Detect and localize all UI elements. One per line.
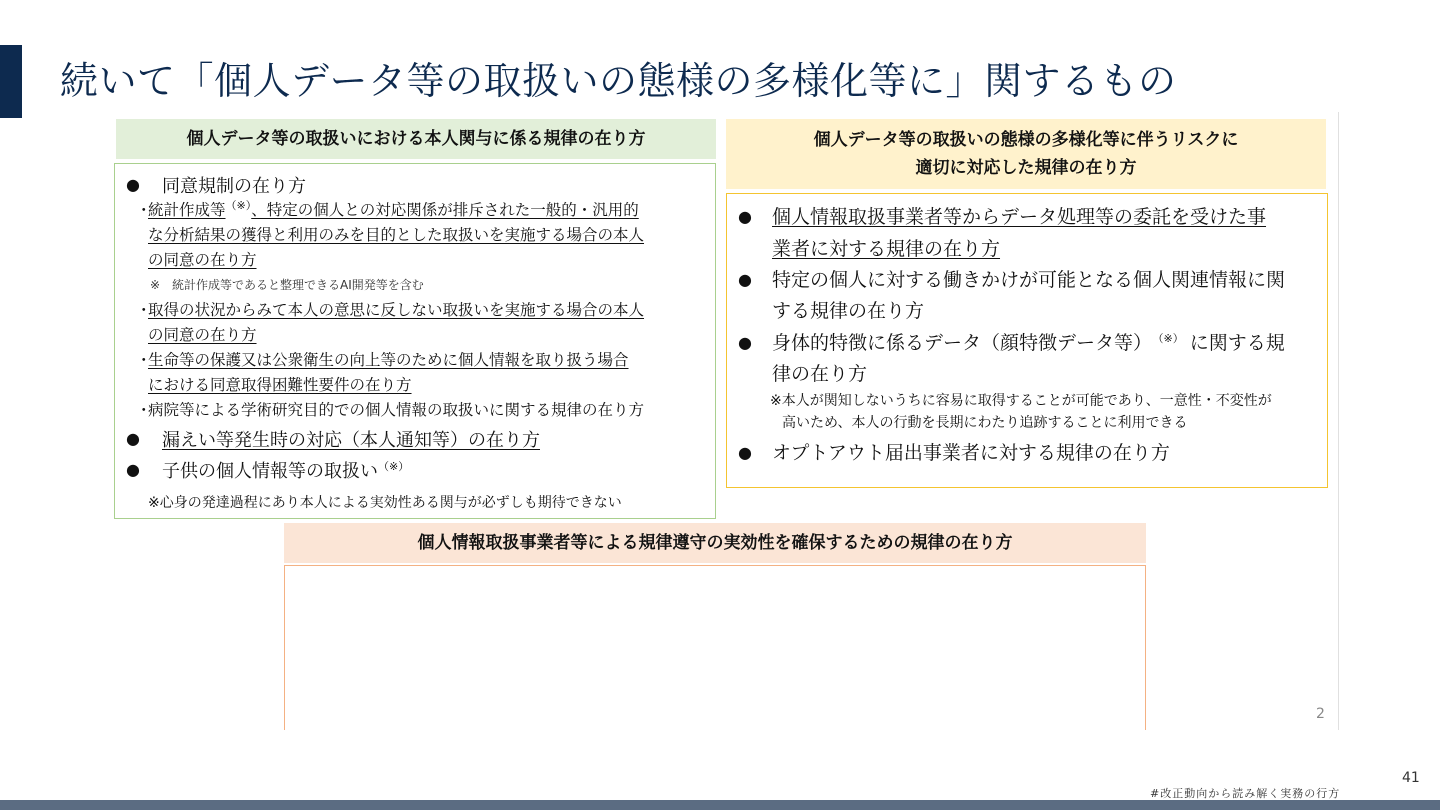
sub-bullet-icon: ・ [136,301,152,319]
right-heading-line-2: 適切に対応した規律の在り方 [915,158,1137,178]
left-sub-2-line-2: の同意の在り方 [148,326,257,344]
bullet-icon: ● [126,460,140,479]
sub-bullet-icon: ・ [136,401,152,419]
right-note-line-2: 高いため、本人の行動を長期にわたり追跡することに利用できる [782,415,1188,431]
left-sub-1-line-1: 統計作成等（※）、特定の個人との対応関係が排斥された一般的・汎用的 [148,198,639,219]
bottom-panel-heading: 個人情報取扱事業者等による規律遵守の実効性を確保するための規律の在り方 [284,523,1146,563]
right-bullet-1-line-1: 個人情報取扱事業者等からデータ処理等の委託を受けた事 [772,206,1267,228]
right-bullet-2-line-2: する規律の在り方 [772,300,925,322]
left-sub-2-line-1: 取得の状況からみて本人の意思に反しない取扱いを実施する場合の本人 [148,301,645,319]
left-sub-1-line-2: な分析結果の獲得と利用のみを目的とした取扱いを実施する場合の本人 [148,226,645,244]
left-bullet-3: 子供の個人情報等の取扱い（※） [162,460,410,482]
right-bullet-1-line-2: 業者に対する規律の在り方 [772,238,1001,260]
left-bullet-1: 同意規制の在り方 [162,176,306,197]
bottom-panel-box [284,565,1146,730]
left-sub-3-line-1: 生命等の保護又は公衆衛生の向上等のために個人情報を取り扱う場合 [148,351,629,369]
bullet-icon: ● [738,270,752,289]
left-note-3: ※心身の発達過程にあり本人による実効性ある関与が必ずしも期待できない [148,495,622,511]
embedded-page-number: 2 [1316,706,1325,722]
footer-hashtag: #改正動向から読み解く実務の行方 [1150,787,1341,800]
sub-bullet-icon: ・ [136,201,152,219]
right-bullet-3-line-1: 身体的特徴に係るデータ（顔特徴データ等） （※） に関する規 [772,331,1285,354]
right-bullet-3-line-2: 律の在り方 [772,363,868,385]
right-note-line-1: ※本人が関知しないうちに容易に取得することが可能であり、一意性・不変性が [770,393,1272,409]
sub-bullet-icon: ・ [136,351,152,369]
right-heading-line-1: 個人データ等の取扱いの態様の多様化等に伴うリスクに [813,130,1239,150]
page-number: 41 [1402,770,1420,786]
left-note-1: ※ 統計作成等であると整理できるAI開発等を含む [150,278,424,292]
bullet-icon: ● [126,429,140,448]
footer-bar [0,800,1440,810]
slide-title: 続いて「個人データ等の取扱いの態様の多様化等に」関するもの [60,59,1177,103]
left-sub-3-line-2: における同意取得困難性要件の在り方 [148,376,412,394]
left-sub-1-line-3: の同意の在り方 [148,251,257,269]
left-bullet-2: 漏えい等発生時の対応（本人通知等）の在り方 [162,430,540,451]
title-accent-bar [0,45,22,118]
bullet-icon: ● [738,333,752,352]
bullet-icon: ● [738,443,752,462]
right-bullet-4: オプトアウト届出事業者に対する規律の在り方 [772,442,1170,464]
bullet-icon: ● [738,207,752,226]
left-sub-4: 病院等による学術研究目的での個人情報の取扱いに関する規律の在り方 [148,401,645,419]
bullet-icon: ● [126,175,140,194]
left-panel-heading: 個人データ等の取扱いにおける本人関与に係る規律の在り方 [116,119,716,159]
right-panel-heading [726,119,1326,189]
right-bullet-2-line-1: 特定の個人に対する働きかけが可能となる個人関連情報に関 [772,269,1286,291]
